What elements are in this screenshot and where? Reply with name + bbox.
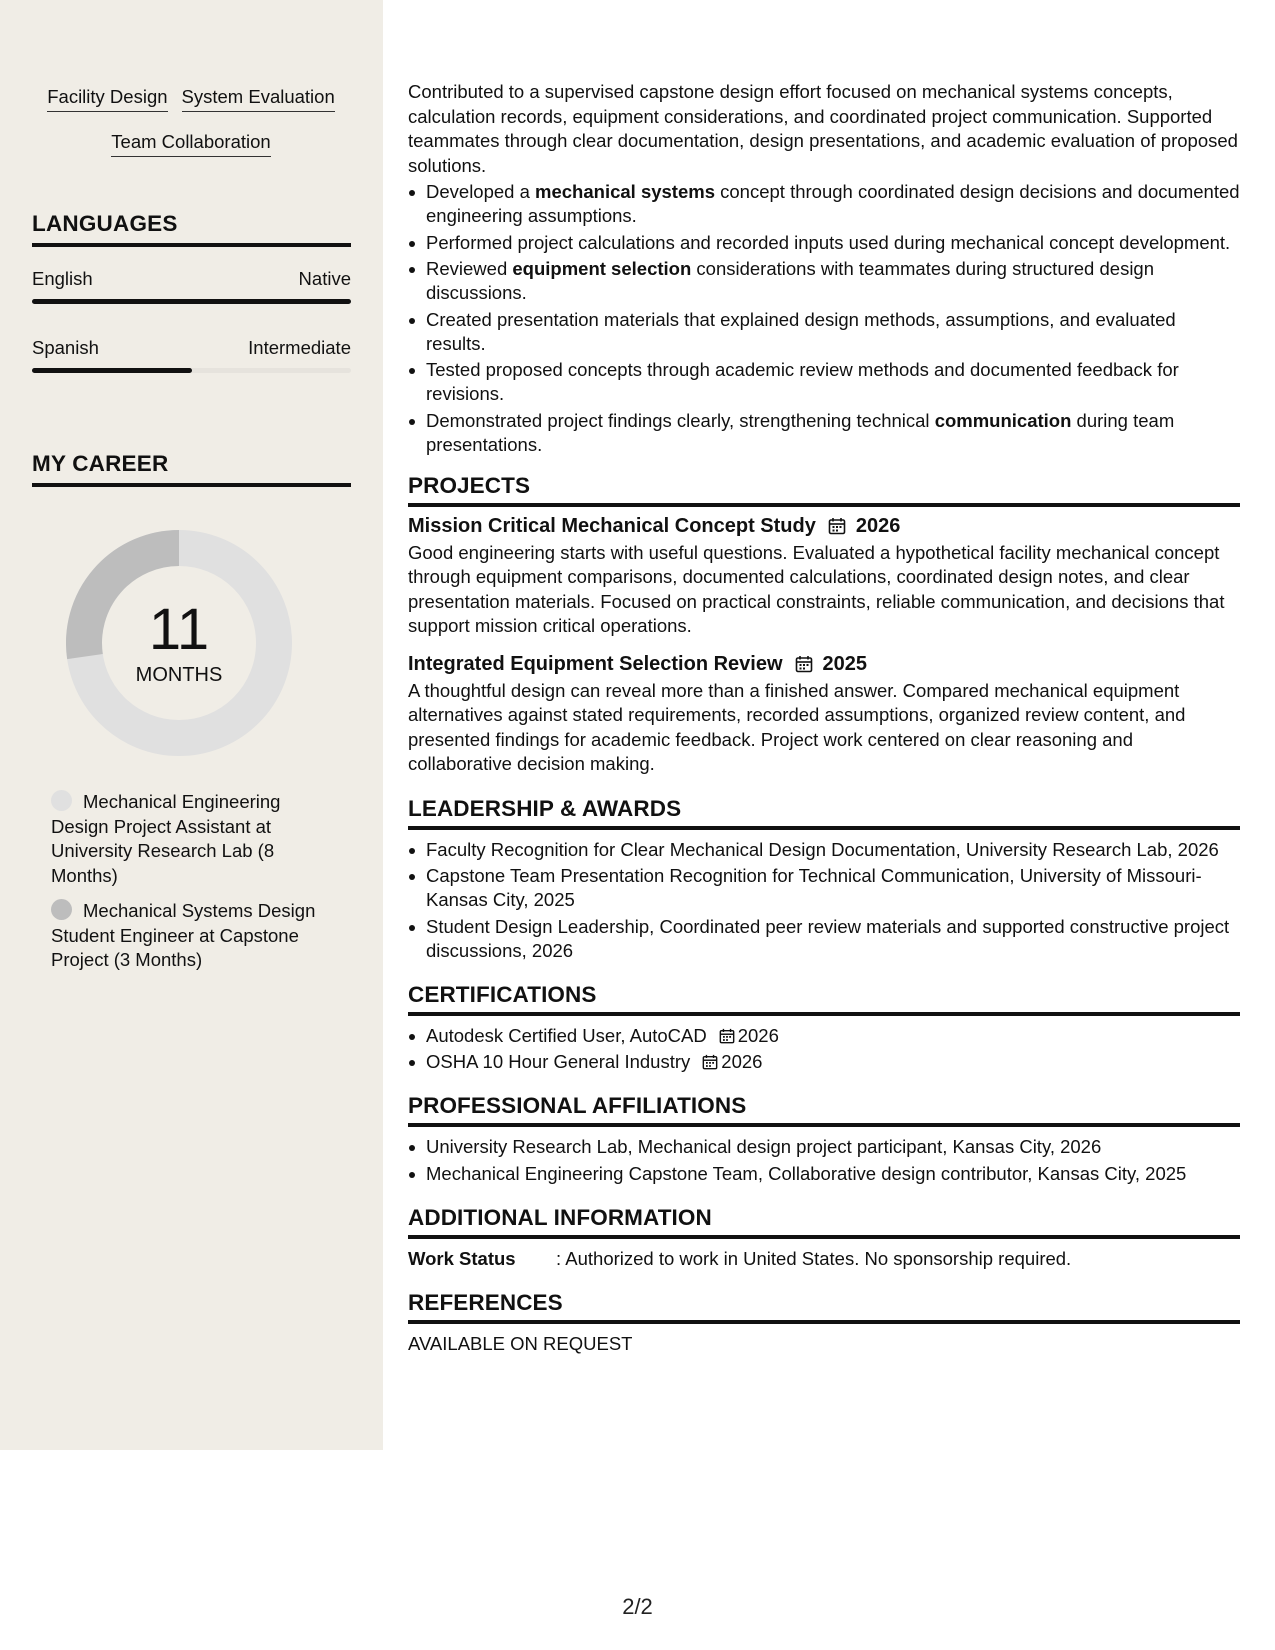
project-title: Integrated Equipment Selection Review — [408, 652, 783, 675]
project-title-row — [408, 515, 1240, 538]
work-status-key: Work Status — [408, 1247, 516, 1269]
skill-tag: Team Collaboration — [111, 131, 270, 157]
language-name: Spanish — [32, 337, 99, 358]
certification-item — [408, 1024, 1240, 1048]
experience-bullet — [408, 180, 1240, 228]
work-status-value: : Authorized to work in United States. No sponsorship required. — [556, 1247, 1072, 1269]
page-number: 2/2 — [622, 1594, 653, 1619]
sidebar — [0, 0, 383, 1450]
career-legend-item — [51, 899, 341, 973]
language-level: Native — [298, 268, 351, 289]
project-description: Good engineering starts with useful questions. Evaluated a hypothetical facility mechanical concept through equipment comparisons, documented calculations, coordinated design notes, and clear presentation materials. Focused on practical constraints, reliable communication, and decisions that support mission critical operations. — [408, 541, 1225, 636]
experience-bullet — [408, 308, 1240, 356]
project-title-row — [408, 653, 1240, 676]
language-bar-fill — [32, 299, 351, 304]
language-row — [32, 337, 351, 359]
additional-info-heading: ADDITIONAL INFORMATION — [408, 1205, 1240, 1239]
certification-year: 2026 — [721, 1051, 763, 1072]
skills-list — [30, 86, 352, 176]
certification-name: OSHA 10 Hour General Industry — [426, 1051, 691, 1072]
calendar-icon — [702, 1054, 718, 1070]
language-level: Intermediate — [248, 337, 351, 358]
work-status-row — [408, 1247, 1240, 1271]
references-heading: REFERENCES — [408, 1290, 1240, 1324]
experience-summary: Contributed to a supervised capstone design effort focused on mechanical systems concepts, calculation records, equipment considerations, and coordinated project communication. Supported teammates through clear documentation, design presentations, and academic evaluation of proposed solutions. — [408, 81, 1238, 176]
career-legend — [51, 790, 341, 984]
experience-bullet — [408, 358, 1240, 406]
language-bar — [32, 368, 351, 373]
leadership-item: Faculty Recognition for Clear Mechanical Design Documentation, University Research Lab, 2026 — [408, 838, 1240, 862]
bullet-text: Created presentation materials that explained design methods, assumptions, and evaluated results. — [426, 308, 1176, 354]
calendar-icon — [795, 655, 813, 673]
bullet-text: Tested proposed concepts through academic review methods and documented feedback for revisions. — [426, 359, 1179, 404]
legend-dot — [51, 790, 72, 811]
main-content — [408, 80, 1240, 1356]
legend-dot — [51, 899, 72, 920]
affiliation-item: University Research Lab, Mechanical design project participant, Kansas City, 2026 — [408, 1135, 1240, 1159]
languages-heading: LANGUAGES — [32, 211, 351, 247]
language-bar-fill — [32, 368, 192, 373]
language-row — [32, 268, 351, 290]
language-name: English — [32, 268, 93, 289]
career-total-unit: MONTHS — [135, 664, 223, 686]
bullet-bold: communication — [934, 409, 1072, 431]
certification-item — [408, 1050, 1240, 1074]
bullet-text: Performed project calculations and recorded inputs used during mechanical concept development. — [426, 231, 1231, 253]
career-total-value: 11 — [148, 597, 210, 662]
certifications-list — [408, 1024, 1240, 1075]
bullet-text: considerations with teammates during structured design discussions. — [426, 258, 1155, 303]
affiliation-item: Mechanical Engineering Capstone Team, Collaborative design contributor, Kansas City, 2025 — [408, 1162, 1240, 1186]
project-description: A thoughtful design can reveal more than a finished answer. Compared mechanical equipment alternatives against stated requirements, recorded assumptions, organized review content, and presented findings for academic feedback. Project work centered on clear reasoning and collaborative decision making. — [408, 679, 1186, 774]
skill-tag: Facility Design — [47, 86, 167, 112]
experience-bullet — [408, 257, 1240, 305]
career-legend-text: Mechanical Systems Design Student Engineer at Capstone Project (3 Months) — [51, 900, 316, 970]
leadership-list — [408, 838, 1240, 963]
affiliations-list — [408, 1135, 1240, 1186]
bullet-text: Reviewed — [426, 258, 513, 279]
project-title: Mission Critical Mechanical Concept Study — [408, 514, 816, 537]
bullet-text: during team presentations. — [426, 409, 1175, 455]
experience-bullet — [408, 409, 1240, 457]
leadership-item: Student Design Leadership, Coordinated peer review materials and supported constructive project discussions, 2026 — [408, 915, 1240, 963]
language-bar — [32, 299, 351, 304]
experience-bullets — [408, 180, 1240, 457]
skill-tag: System Evaluation — [182, 86, 335, 112]
project-year: 2025 — [822, 652, 868, 675]
bullet-text: Demonstrated project findings clearly, strengthening technical — [426, 409, 935, 431]
project-year: 2026 — [855, 514, 901, 537]
references-text: AVAILABLE ON REQUEST — [408, 1332, 633, 1354]
career-legend-text: Mechanical Engineering Design Project Assistant at University Research Lab (8 Months) — [51, 791, 281, 886]
bullet-bold: equipment selection — [512, 258, 692, 279]
career-legend-item — [51, 790, 341, 888]
calendar-icon — [828, 517, 846, 535]
affiliations-heading: PROFESSIONAL AFFILIATIONS — [408, 1093, 1240, 1127]
leadership-item: Capstone Team Presentation Recognition for Technical Communication, University of Missouri-Kansas City, 2025 — [408, 864, 1240, 912]
bullet-bold: mechanical systems — [535, 181, 715, 202]
bullet-text: concept through coordinated design decisions and documented engineering assumptions. — [426, 181, 1240, 226]
experience-bullet — [408, 231, 1240, 255]
certifications-heading: CERTIFICATIONS — [408, 982, 1240, 1016]
calendar-icon — [719, 1028, 735, 1044]
leadership-heading: LEADERSHIP & AWARDS — [408, 796, 1240, 830]
certification-name: Autodesk Certified User, AutoCAD — [426, 1024, 707, 1046]
career-heading: MY CAREER — [32, 451, 351, 487]
bullet-text: Developed a — [426, 181, 536, 202]
certification-year: 2026 — [737, 1024, 779, 1046]
projects-heading: PROJECTS — [408, 473, 1240, 507]
